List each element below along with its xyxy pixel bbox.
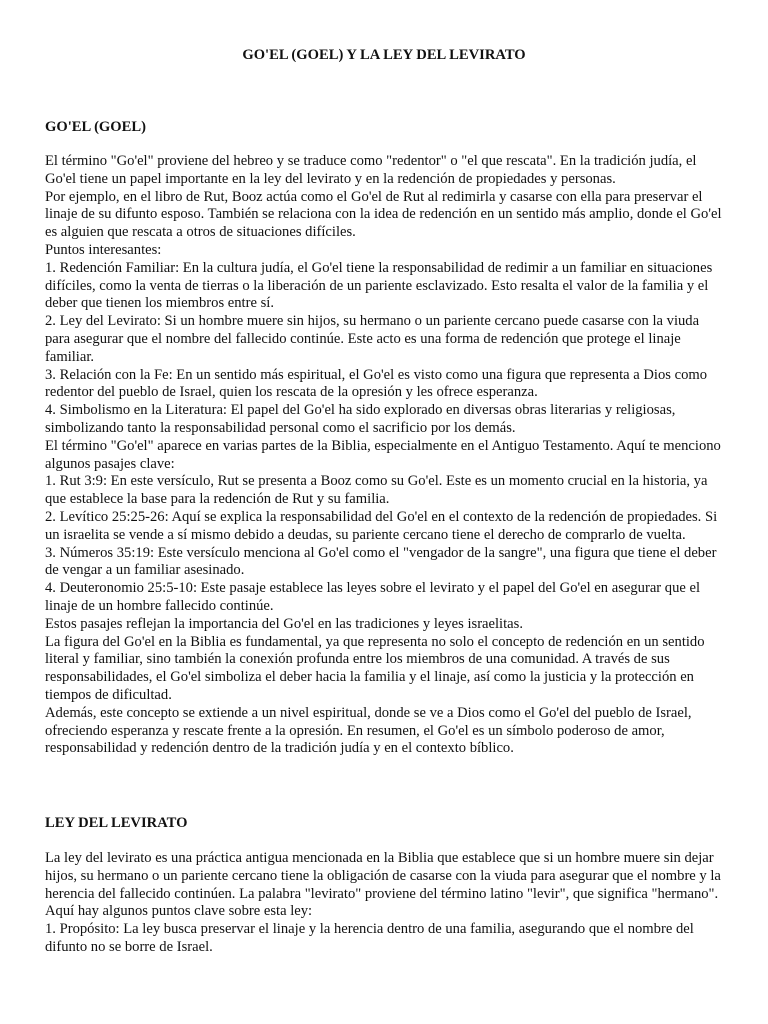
list-item: 4. Deuteronomio 25:5-10: Este pasaje establece las leyes sobre el levirato y el papel del Go'el en asegurar que el linaje de un hombre fallecido continúe. [45, 580, 701, 614]
paragraph: El término "Go'el" proviene del hebreo y se traduce como "redentor" o "el que rescata". En la tradición judía, el Go'el tiene un papel importante en la ley del levirato y en la redención de propiedades y personas. [45, 153, 697, 187]
list-item: 1. Propósito: La ley busca preservar el linaje y la herencia dentro de una familia, asegurando que el nombre del difunto no se borre de Israel. [45, 921, 694, 955]
paragraph: Por ejemplo, en el libro de Rut, Booz actúa como el Go'el de Rut al redimirla y casarse con ella para preservar el linaje de su difunto esposo. También se relaciona con la idea de redención en un sentido más amplio, donde el Go'el es alguien que rescata a otros de situaciones difíciles. [45, 188, 722, 241]
paragraph: Estos pasajes reflejan la importancia del Go'el en las tradiciones y leyes israelitas. [45, 615, 523, 632]
list-item: 2. Levítico 25:25-26: Aquí se explica la responsabilidad del Go'el en el contexto de la redención de propiedades. Si un israelita se vende a sí mismo debido a deudas, su pariente cercano tiene el derecho de comprarlo de vuelta. [45, 508, 718, 543]
list-item: 4. Simbolismo en la Literatura: El papel del Go'el ha sido explorado en diversas obras literarias y religiosas, simbolizando tanto la responsabilidad personal como el sacrificio por los demás. [45, 402, 676, 436]
section-heading-goel: GO'EL (GOEL) [45, 119, 146, 135]
document-title: GO'EL (GOEL) Y LA LEY DEL LEVIRATO [242, 47, 526, 63]
paragraph: Aquí hay algunos puntos clave sobre esta ley: [45, 903, 313, 920]
paragraph: La figura del Go'el en la Biblia es fundamental, ya que representa no solo el concepto de redención en un sentido literal y familiar, sino también la conexión profunda entre los miembros de una comunidad. A través de sus responsabilidades, el Go'el simboliza el deber hacia la familia y el linaje, así como la justicia y la protección en tiempos de dificultad. [45, 633, 705, 703]
section-body-goel [45, 153, 725, 758]
list-item: 3. Números 35:19: Este versículo menciona al Go'el como el "vengador de la sangre", una figura que tiene el deber de vengar a un familiar asesinado. [45, 544, 717, 579]
list-item: 1. Rut 3:9: En este versículo, Rut se presenta a Booz como su Go'el. Este es un momento crucial en la historia, ya que establece la base para la redención de Rut y su familia. [45, 473, 708, 508]
list-item: 1. Redención Familiar: En la cultura judía, el Go'el tiene la responsabilidad de redimir a un familiar en situaciones difíciles, como la venta de tierras o la liberación de un pariente esclavizado. Esto resalta el valor de la familia y el deber que tienen los miembros entre sí. [45, 259, 713, 312]
paragraph: Puntos interesantes: [45, 241, 162, 258]
list-item: 3. Relación con la Fe: En un sentido más espiritual, el Go'el es visto como una figura que representa a Dios como redentor del pueblo de Israel, quien los rescata de la opresión y les ofrece esperanza. [45, 366, 708, 401]
list-item: 2. Ley del Levirato: Si un hombre muere sin hijos, su hermano o un pariente cercano puede casarse con la viuda para asegurar que el nombre del fallecido continúe. Este acto es una forma de redención que protege el linaje familiar. [45, 313, 700, 365]
section-heading-levirato: LEY DEL LEVIRATO [45, 815, 188, 831]
paragraph: La ley del levirato es una práctica antigua mencionada en la Biblia que establece que si un hombre muere sin dejar hijos, su hermano o un pariente cercano tiene la obligación de casarse con la viuda para asegurar que el nombre y la herencia del fallecido continúen. La palabra "levirato" proviene del término latino "levir", que significa "hermano". [45, 850, 721, 902]
paragraph: El término "Go'el" aparece en varias partes de la Biblia, especialmente en el Antiguo Testamento. Aquí te menciono algunos pasajes clave: [45, 437, 721, 472]
paragraph: Además, este concepto se extiende a un nivel espiritual, donde se ve a Dios como el Go'el del pueblo de Israel, ofreciendo esperanza y rescate frente a la opresión. En resumen, el Go'el es un símbolo poderoso de amor, responsabilidad y redención dentro de la tradición judía y en el contexto bíblico. [45, 704, 692, 757]
section-body-levirato [45, 850, 725, 957]
